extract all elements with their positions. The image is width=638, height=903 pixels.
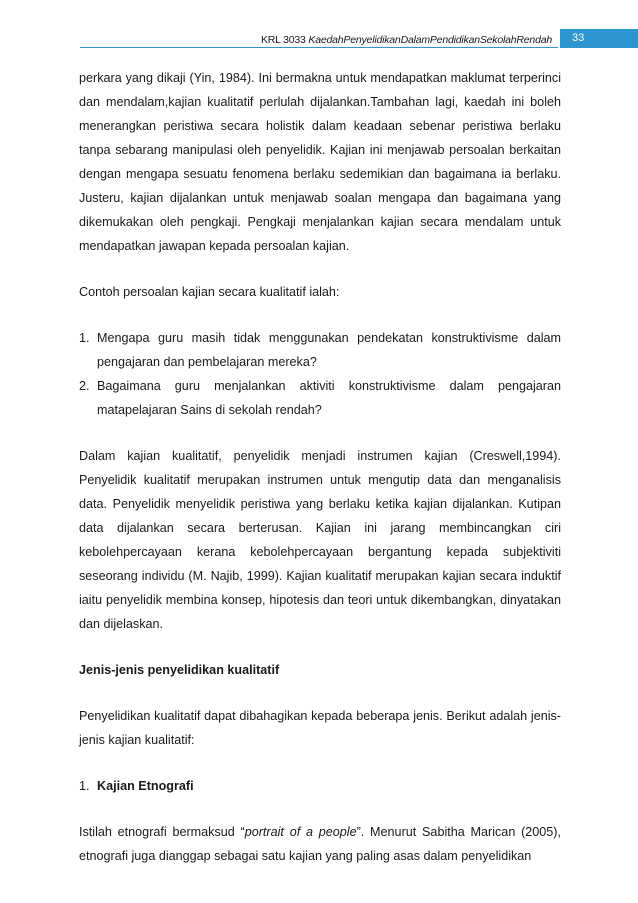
question-list — [79, 326, 561, 422]
paragraph-intro: perkara yang dikaji (Yin, 1984). Ini bermakna untuk mendapatkan maklumat terperinci dan mendalam,kajian kualitatif perlulah dijalankan.Tambahan lagi, kaedah ini boleh menerangkan peristiwa secara holistik dalam keadaan sebenar peristiwa berlaku tanpa sebarang manipulasi oleh penyelidik. Kajian ini menjawab persoalan berkaitan dengan mengapa sesuatu fenomena berlaku sedemikian dan bagaimana ia berlaku. Justeru, kajian dijalankan untuk menjawab soalan mengapa dan bagaimana yang dikemukakan oleh pengkaji. Pengkaji menjalankan kajian secara mendalam untuk mendapatkan jawapan kepada persoalan kajian. — [79, 71, 561, 253]
subsection-number: 1. — [79, 779, 90, 793]
page-header — [0, 0, 638, 48]
section-heading: Jenis-jenis penyelidikan kualitatif — [79, 663, 280, 677]
ethnography-text-start: Istilah etnografi bermaksud “ — [79, 825, 245, 839]
paragraph-instrument: Dalam kajian kualitatif, penyelidik menjadi instrumen kajian (Creswell,1994). Penyelidik kualitatif merupakan instrumen untuk mengutip data dan menganalisis data. Penyelidik menyelidik peristiwa yang berlaku ketika kajian dijalankan. Kutipan data dijalankan secara berterusan. Kajian ini jarang membincangkan ciri kebolehpercayaan kerana kebolehpercayaan bergantung kepada subjektiviti seseorang individu (M. Najib, 1999). Kajian kualitatif merupakan kajian secara induktif iaitu penyelidik membina konsep, hipotesis dan teori untuk dikembangkan, dinyatakan dan dijelaskan. — [79, 449, 561, 631]
course-code: KRL 3033 — [260, 34, 306, 46]
header-course — [250, 34, 552, 46]
page-body — [79, 66, 561, 868]
paragraph-ethnography — [79, 820, 561, 868]
ethnography-text-end: ”. Menurut Sabitha Marican (2005), etnografi juga dianggap sebagai satu kajian yang paling asas dalam penyelidikan — [79, 825, 561, 863]
list-item — [79, 374, 561, 422]
question-text: Mengapa guru masih tidak menggunakan pendekatan konstruktivisme dalam pengajaran dan pembelajaran mereka? — [97, 331, 561, 369]
examples-intro: Contoh persoalan kajian secara kualitatif ialah: — [79, 285, 340, 299]
question-text: Bagaimana guru menjalankan aktiviti konstruktivisme dalam pengajaran matapelajaran Sains di sekolah rendah? — [97, 379, 561, 417]
subsection-heading — [79, 774, 561, 798]
course-title: KaedahPenyelidikanDalamPendidikanSekolahRendah — [308, 34, 552, 46]
question-number: 1. — [79, 331, 90, 345]
list-item — [79, 326, 561, 374]
header-rule — [80, 47, 558, 48]
paragraph-types: Penyelidikan kualitatif dapat dibahagikan kepada beberapa jenis. Berikut adalah jenis-jenis kajian kualitatif: — [79, 709, 561, 747]
subsection-title: Kajian Etnografi — [97, 779, 194, 793]
page-number: 33 — [560, 29, 638, 48]
question-number: 2. — [79, 379, 90, 393]
ethnography-quote: portrait of a people — [244, 825, 357, 839]
